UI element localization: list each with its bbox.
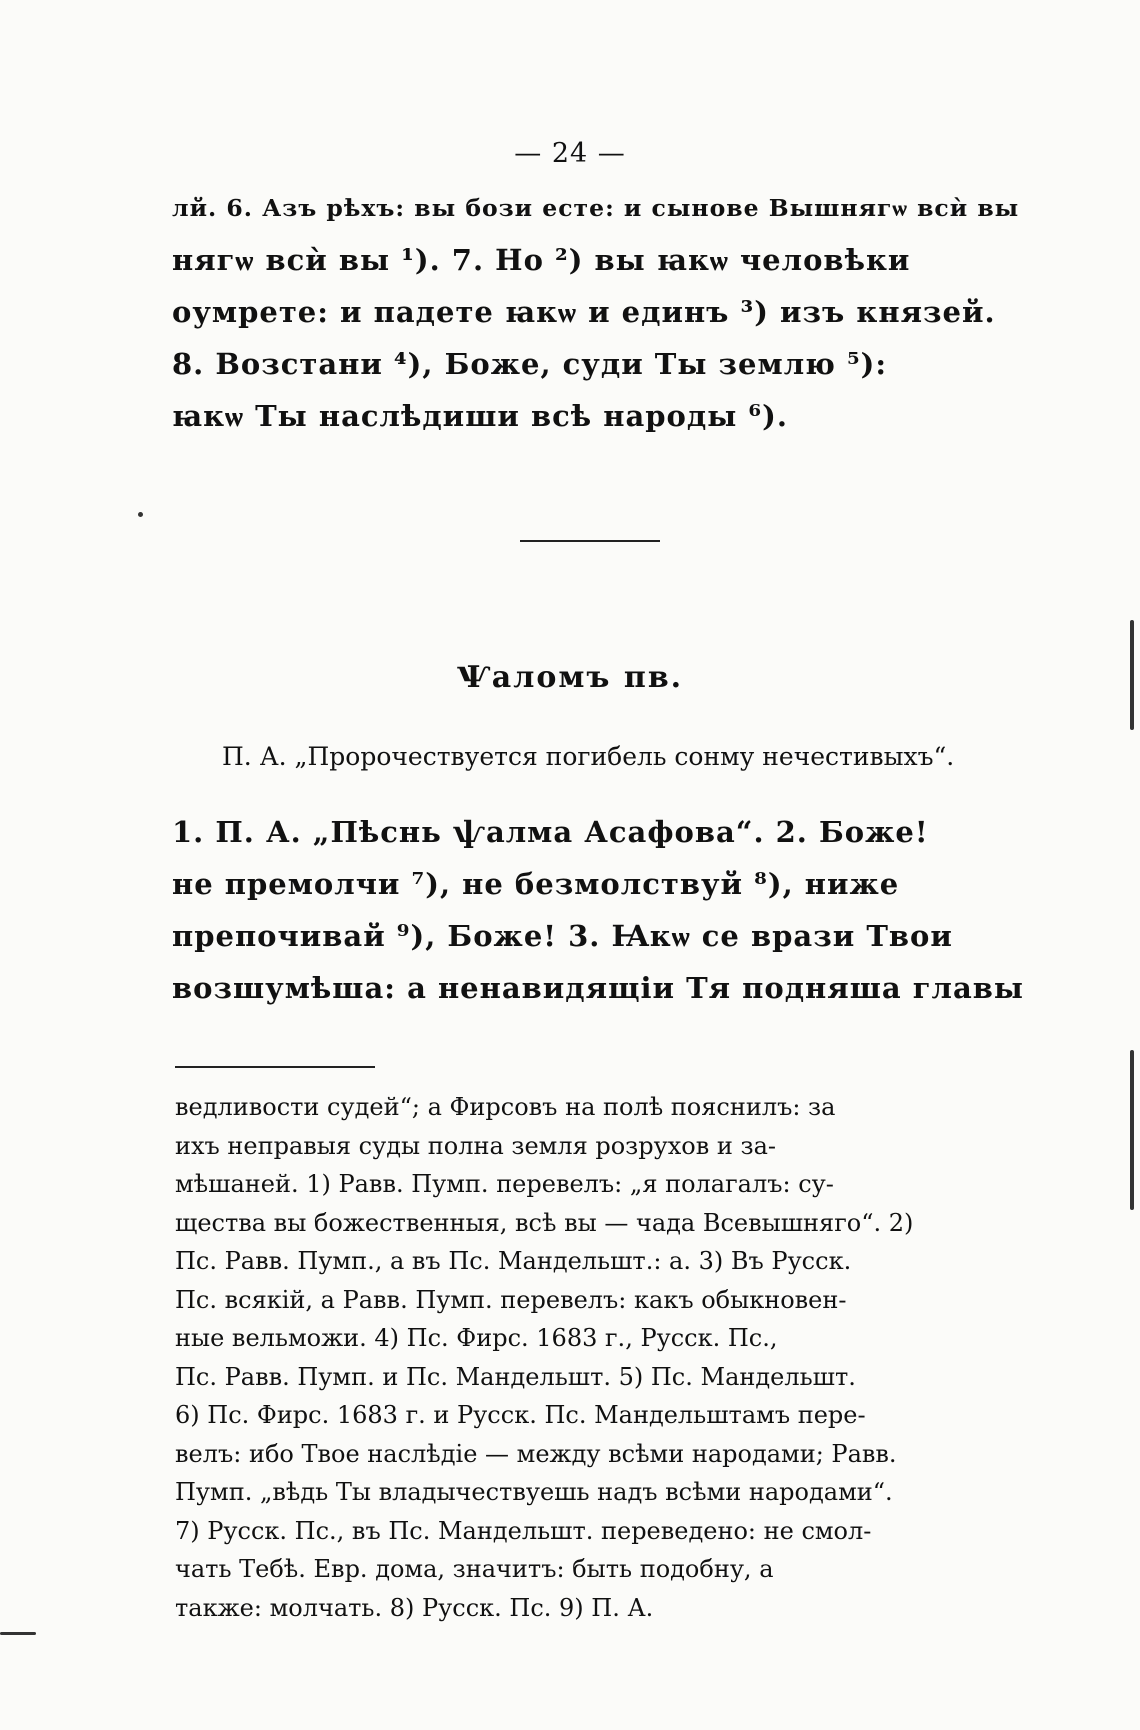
footnote-text: 6) Пс. Фирс. 1683 г. и Русск. Пс. Мандельштамъ пере- bbox=[175, 1401, 866, 1429]
footnote-line bbox=[175, 1204, 1024, 1243]
scan-edge-mark bbox=[1130, 620, 1134, 730]
psalm-81-ending bbox=[172, 182, 1024, 442]
scan-edge-mark bbox=[0, 1632, 36, 1635]
footnote-line bbox=[175, 1165, 1024, 1204]
text-line-content: ꙗкѡ Ты наслѣдиши всѣ народы ⁶). bbox=[172, 399, 788, 433]
footnote-line bbox=[175, 1589, 1024, 1628]
page-number: — 24 — bbox=[514, 138, 626, 169]
footnote-line bbox=[175, 1358, 1024, 1397]
footnote-line bbox=[175, 1281, 1024, 1320]
text-line bbox=[172, 858, 1024, 910]
text-line bbox=[172, 390, 1024, 442]
footnote-text: 7) Русск. Пс., въ Пс. Мандельшт. переведено: не смол- bbox=[175, 1516, 872, 1545]
text-line-content: препочивай ⁹), Боже! 3. Ꙗкѡ се врази Твои bbox=[172, 919, 953, 953]
footnote-text: велъ: ибо Твое наслѣдіе — между всѣми народами; Равв. bbox=[175, 1439, 897, 1468]
footnote-line bbox=[175, 1550, 1024, 1589]
footnote-text: Пс. Равв. Пумп. и Пс. Мандельшт. 5) Пс. Мандельшт. bbox=[175, 1362, 856, 1391]
text-line-content: не премолчи ⁷), не безмолствуй ⁸), ниже bbox=[172, 867, 900, 901]
footnotes bbox=[175, 1088, 1024, 1627]
footnote-text: Пумп. „вѣдь Ты владычествуешь надъ всѣми народами“. bbox=[175, 1478, 893, 1506]
footnote-line bbox=[175, 1396, 1024, 1435]
footnote-line bbox=[175, 1088, 1024, 1127]
footnote-text: также: молчать. 8) Русск. Пс. 9) П. А. bbox=[175, 1593, 654, 1622]
scan-dot bbox=[138, 512, 143, 517]
text-line-content: нягѡ всѝ вы ¹). 7. Но ²) вы ꙗкѡ человѣки bbox=[172, 243, 911, 277]
text-line bbox=[172, 286, 1024, 338]
footnote-text: мѣшаней. 1) Равв. Пумп. перевелъ: „я полагалъ: су- bbox=[175, 1170, 834, 1198]
text-line bbox=[172, 962, 1024, 1014]
text-line bbox=[172, 234, 1024, 286]
text-line bbox=[172, 338, 1024, 390]
psalm-summary: П. А. „Пророчествуется погибель сонму нечестивыхъ“. bbox=[222, 742, 955, 771]
footnote-line bbox=[175, 1242, 1024, 1281]
footnote-text: Пс. Равв. Пумп., а въ Пс. Мандельшт.: а. 3) Въ Русск. bbox=[175, 1247, 852, 1275]
footnote-text: ведливости судей“; а Фирсовъ на полѣ пояснилъ: за bbox=[175, 1093, 836, 1121]
text-line-content: лй. 6. Азъ рѣхъ: вы бози есте: и сынове Вышнягѡ всѝ вы bbox=[172, 194, 1020, 222]
text-line-content: 1. П. А. „Пѣснь ѱалма Асафова“. 2. Боже! bbox=[172, 815, 929, 849]
psalm-heading: Ѱаломъ пв. bbox=[456, 660, 684, 695]
text-line bbox=[172, 910, 1024, 962]
text-line-content: возшумѣша: а ненавидящіи Тя подняша главы bbox=[172, 971, 1024, 1005]
section-divider bbox=[520, 540, 660, 542]
footnote-line bbox=[175, 1319, 1024, 1358]
footnote-line bbox=[175, 1435, 1024, 1474]
footnote-text: щества вы божественныя, всѣ вы — чада Всевышняго“. 2) bbox=[175, 1208, 914, 1237]
footnote-line bbox=[175, 1512, 1024, 1551]
text-line bbox=[172, 182, 1024, 234]
footnote-text: ихъ неправыя суды полна земля розрухов и за- bbox=[175, 1131, 776, 1160]
footnote-line bbox=[175, 1473, 1024, 1512]
footnote-line bbox=[175, 1127, 1024, 1166]
footnote-text: ные вельможи. 4) Пс. Фирс. 1683 г., Русск. Пс., bbox=[175, 1324, 778, 1352]
text-line-content: 8. Возстани ⁴), Боже, суди Ты землю ⁵): bbox=[172, 347, 888, 381]
psalm-82-text bbox=[172, 806, 1024, 1014]
footnote-text: чать Тебѣ. Евр. дома, значитъ: быть подобну, а bbox=[175, 1555, 774, 1583]
footnote-divider bbox=[175, 1066, 375, 1068]
text-line-content: оумрете: и падете ꙗкѡ и единъ ³) изъ князей. bbox=[172, 295, 996, 329]
footnote-text: Пс. всякій, а Равв. Пумп. перевелъ: какъ обыкновен- bbox=[175, 1285, 847, 1314]
text-line bbox=[172, 806, 1024, 858]
scan-edge-mark bbox=[1130, 1050, 1134, 1210]
